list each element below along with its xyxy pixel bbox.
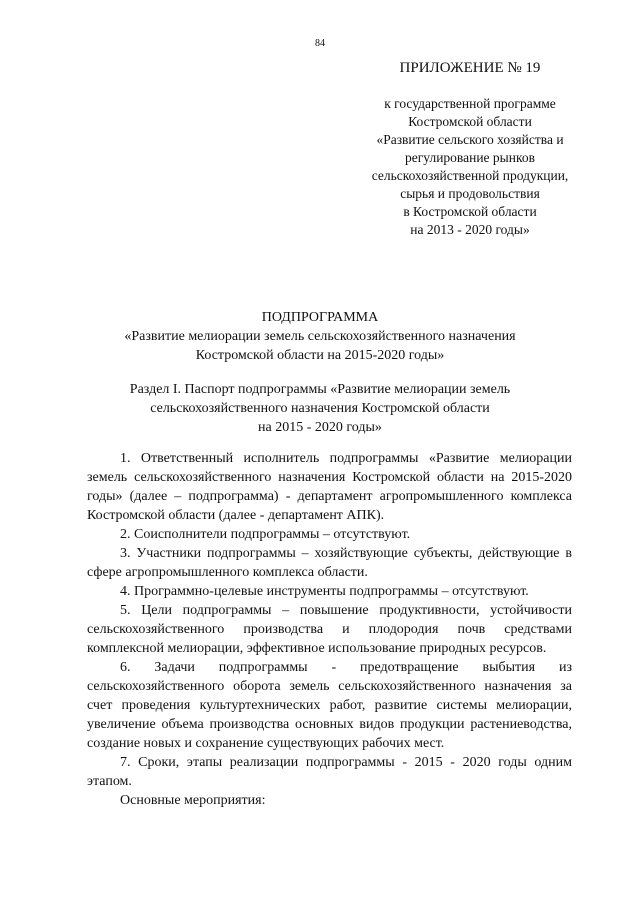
appendix-line: сырья и продовольствия (400, 186, 540, 201)
paragraph: 3. Участники подпрограммы – хозяйствующие субъекты, действующие в сфере агропромышленного комплекса области. (87, 546, 572, 580)
body-text (87, 449, 572, 810)
section-line: Раздел I. Паспорт подпрограммы «Развитие мелиорации земель (129, 382, 511, 397)
paragraph: 4. Программно-целевые инструменты подпрограммы – отсутствуют. (120, 584, 529, 599)
paragraph: 6. Задачи подпрограммы - предотвращение выбытия из сельскохозяйственного оборота земель сельскохозяйственного назначения за счет проведения культуртехнических работ, развитие системы мелиорации, увеличение объема производства основных видов продукции растениеводства, создание новых и сохранение существующих рабочих мест. (87, 660, 572, 751)
subprogram-name-line: Костромской области на 2015-2020 годы» (195, 348, 445, 363)
appendix-line: «Развитие сельского хозяйства и (376, 132, 564, 147)
appendix-line: Костромской области (408, 114, 532, 129)
section-line: сельскохозяйственного назначения Костромской области (150, 401, 490, 416)
subprogram-title: ПОДПРОГРАММА (261, 310, 379, 325)
subprogram-heading (80, 308, 560, 365)
appendix-line: регулирование рынков (405, 150, 535, 165)
subprogram-name-line: «Развитие мелиорации земель сельскохозяйственного назначения (124, 329, 516, 344)
paragraph: 7. Сроки, этапы реализации подпрограммы - 2015 - 2020 годы одним этапом. (87, 755, 572, 789)
appendix-line: на 2013 - 2020 годы» (410, 222, 530, 237)
section-line: на 2015 - 2020 годы» (258, 420, 382, 435)
paragraph: 2. Соисполнители подпрограммы – отсутствуют. (120, 527, 411, 542)
section-heading (90, 380, 550, 437)
appendix-block (360, 60, 580, 239)
appendix-title: ПРИЛОЖЕНИЕ № 19 (399, 60, 541, 76)
paragraph: 5. Цели подпрограммы – повышение продуктивности, устойчивости сельскохозяйственного производства и плодородия почв средствами комплексной мелиорации, эффективное использование природных ресурсов. (87, 603, 572, 656)
page-number: 84 (315, 38, 325, 49)
appendix-line: сельскохозяйственной продукции, (371, 168, 569, 183)
appendix-line: в Костромской области (403, 204, 537, 219)
appendix-line: к государственной программе (384, 96, 556, 111)
paragraph: Основные мероприятия: (120, 793, 266, 808)
paragraph: 1. Ответственный исполнитель подпрограммы «Развитие мелиорации земель сельскохозяйственного назначения Костромской области на 2015-2020 годы» (далее – подпрограмма) - департамент агропромышленного комплекса Костромской области (далее - департамент АПК). (87, 451, 572, 523)
